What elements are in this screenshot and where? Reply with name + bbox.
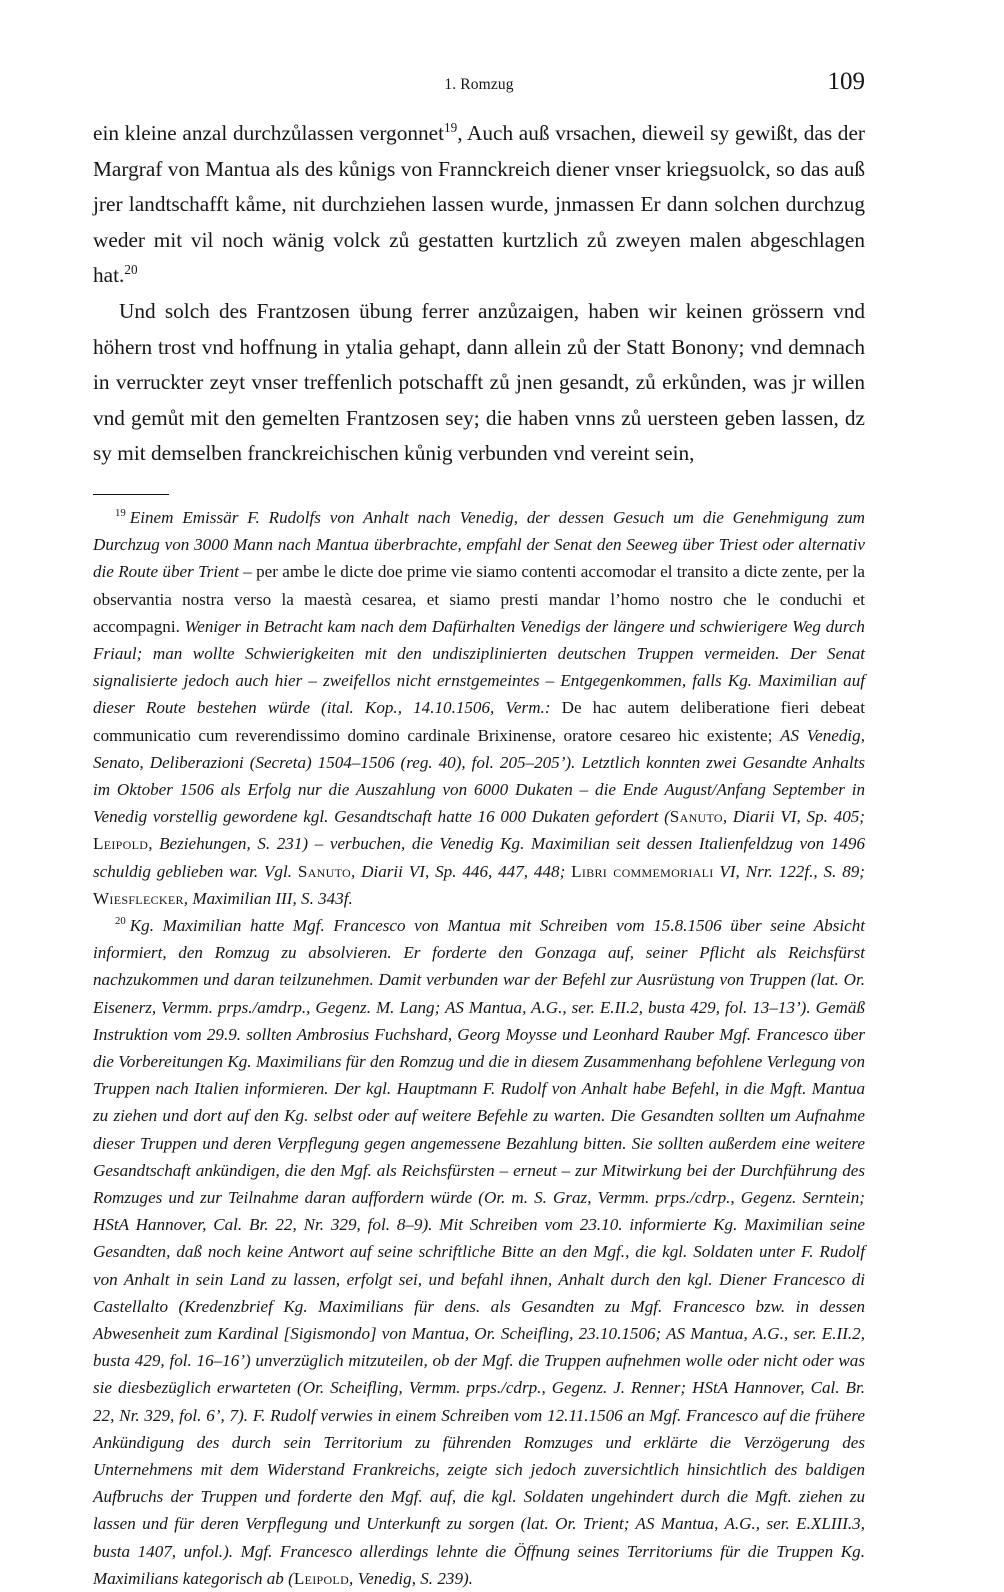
footnote-19-seg-8: , Diarii VI, Sp. 446, 447, 448; [350, 861, 572, 881]
footnote-19-seg-10: , Maximilian III, S. 343f. [183, 888, 353, 908]
footnote-ref-19[interactable]: 19 [444, 119, 458, 135]
footnote-20-seg-2: , Venedig, S. 239). [349, 1568, 473, 1588]
footnote-19 [93, 504, 865, 912]
footnote-separator-rule [93, 494, 169, 495]
footnote-20 [93, 912, 865, 1592]
footnote-19-smallcaps-sanuto-1: Sanuto [669, 807, 723, 827]
body-paragraph-2: Und solch des Frantzosen übung ferrer anzůzaigen, haben wir keinen grössern vnd höhern trost vnd hoffnung in ytalia gehapt, dann allein zů der Statt Bonony; vnd demnach in verruckter zeyt vnser treffenlich potschafft zů jnen gesandt, zů erkůnden, was jr willen vnd gemůt mit den gemelten Frantzosen sey; die haben vnns zů uersteen geben lassen, dz sy mit demselben franckreichischen kůnig verbunden vnd vereint sein, [93, 298, 865, 466]
footnote-19-seg-9: VI, Nrr. 122f., S. 89; [713, 861, 865, 881]
footnote-19-seg-6: , Diarii VI, Sp. 405; [722, 807, 865, 827]
footnote-19-marker: 19 [115, 506, 126, 519]
footnote-ref-20[interactable]: 20 [124, 262, 138, 278]
footnote-19-smallcaps-libri-commemoriali: Libri commemoriali [571, 861, 714, 881]
footnote-19-seg-3: Weniger in Betracht kam nach dem Dafürhalten Venedigs der längere und schwierigere Weg durch Friaul; man wollte Schwierigkeiten mit den undisziplinierten deutschen Truppen vermeiden. Der Senat signalisierte jedoch auch hier – zweifellos nicht ernstgemeintes – Entgegenkommen, falls Kg. Maximilian auf dieser Route bestehen würde (ital. Kop., 14.10.1506, Verm.: [93, 616, 865, 718]
body-paragraph-1 [93, 116, 865, 294]
footnote-20-seg-1: Kg. Maximilian hatte Mgf. Francesco von Mantua mit Schreiben vom 15.8.1506 über seine Absicht informiert, den Romzug zu absolvieren. Er forderte den Gonzaga auf, seiner Pflicht als Reichsfürst nachzukommen und daran teilzunehmen. Damit verbunden war der Befehl zur Ausrüstung von Truppen (lat. Or. Eisenerz, Vermm. prps./amdrp., Gegenz. M. Lang; AS Mantua, A.G., ser. E.II.2, busta 429, fol. 13–13’). Gemäß Instruktion vom 29.9. sollten Ambrosius Fuchshard, Georg Moysse und Leonhard Rauber Mgf. Francesco über die Vorbereitungen Kg. Maximilians für den Romzug und die in diesem Zusammenhang befohlene Verlegung von Truppen nach Italien informieren. Der kgl. Hauptmann F. Rudolf von Anhalt habe Befehl, in die Mgft. Mantua zu ziehen und dort auf den Kg. selbst oder auf weitere Befehle zu warten. Die Gesandten sollten um Aufnahme dieser Truppen und deren Verpflegung gegen angemessene Bezahlung bitten. Sie sollten außerdem eine weitere Gesandtschaft ankündigen, die den Mgf. als Reichsfürsten – erneut – zur Mitwirkung bei der Durchführung des Romzuges und zur Teilnahme daran auffordern würde (Or. m. S. Graz, Vermm. prps./cdrp., Gegenz. Serntein; HStA Hannover, Cal. Br. 22, Nr. 329, fol. 8–9). Mit Schreiben vom 23.10. informierte Kg. Maximilian seine Gesandten, daß noch keine Antwort auf seine schriftliche Bitte an den Mgf., die kgl. Soldaten unter F. Rudolf von Anhalt in sein Land zu lassen, erfolgt sei, und befahl ihnen, Anhalt durch den kgl. Diener Francesco di Castellalto (Kredenzbrief Kg. Maximilians für dens. als Gesandten zu Mgf. Francesco bzw. in dessen Abwesenheit zum Kardinal [Sigismondo] von Mantua, Or. Scheifling, 23.10.1506; AS Mantua, A.G., ser. E.II.2, busta 429, fol. 16–16’) unverzüglich mitzuteilen, ob der Mgf. die Truppen aufnehmen wolle oder nicht oder was sie diesbezüglich erwarteten (Or. Scheifling, Vermm. prps./cdrp., Gegenz. J. Renner; HStA Hannover, Cal. Br. 22, Nr. 329, fol. 6’, 7). F. Rudolf verwies in einem Schreiben vom 12.11.1506 an Mgf. Francesco auf die frühere Ankündigung des durch sein Territorium zu führenden Romzuges und erklärte die Verzögerung des Unternehmens mit dem Widerstand Frankreichs, zeigte sich jedoch zuversichtlich hinsichtlich des baldigen Aufbruchs der Truppen und forderte den Mgf. auf, die kgl. Soldaten ungehindert durch die Mgft. ziehen zu lassen und für deren Verpflegung und Unterkunft zu sorgen (lat. Or. Trient; AS Mantua, A.G., ser. E.XLIII.3, busta 1407, unfol.). Mgf. Francesco allerdings lehnte die Öffnung seines Territoriums für die Truppen Kg. Maximilians kategorisch ab ( [93, 915, 865, 1588]
page-content [93, 0, 866, 1588]
running-head-title: 1. Romzug [444, 76, 514, 93]
footnote-19-seg-5: AS Venedig, Senato, Deliberazioni (Secreta) 1504–1506 (reg. 40), fol. 205–205’). Letztlich konnten zwei Gesandte Anhalts im Oktober 1506 als Erfolg nur die Auszahlung von 6000 Dukaten – die Ende August/Anfang September in Venedig vorstellig gewordene kgl. Gesandtschaft hatte 16 000 Dukaten gefordert ( [93, 725, 865, 827]
paragraph-1-text-a: ein kleine anzal durchzůlassen vergonnet [93, 121, 445, 145]
footnote-20-marker: 20 [115, 914, 126, 927]
page-number: 109 [827, 68, 865, 95]
footnote-19-seg-7: , Beziehungen, S. 231) – verbuchen, die Venedig Kg. Maximilian seit dessen Italienfeldzug von 1496 schuldig geblieben war. Vgl. [93, 834, 865, 881]
footnote-19-seg-1: Einem Emissär F. Rudolfs von Anhalt nach Venedig, der dessen Gesuch um die Genehmigung zum Durchzug von 3000 Mann nach Mantua überbrachte, empfahl der Senat den Seeweg über Triest oder alternativ die Route über Trient [93, 507, 865, 582]
footnote-19-seg-2: – per ambe le dicte doe prime vie siamo contenti accomodar el transito a dicte zente, per la observantia nostra verso la maestà cesarea, et siamo presti mandar l’homo nostro che le conduchi et accompagni. [93, 562, 865, 636]
footnote-19-smallcaps-leipold: Leipold [93, 834, 149, 854]
footnote-19-smallcaps-wiesflecker: Wiesflecker [93, 888, 184, 908]
running-head [93, 68, 865, 110]
footnote-20-smallcaps-leipold: Leipold [293, 1568, 350, 1588]
footnotes-section [93, 494, 865, 1592]
body-text [93, 116, 865, 472]
footnote-19-seg-4: De hac autem deliberatione fieri debeat communicatio cum reverendissimo domino cardinale Brixinense, oratore cesareo hic existente; [93, 698, 866, 745]
paragraph-1-text-b: , Auch auß vrsachen, dieweil sy gewißt, das der Margraf von Mantua als des kůnigs von Frannckreich diener vnser kriegsuolck, so das auß jrer landtschafft kåme, nit durchziehen lassen wurde, jnmassen Er dann solchen durchzug weder mit vil noch wänig volck zů gestatten kurtzlich zů zweyen malen abgeschlagen hat. [93, 121, 866, 288]
footnote-19-smallcaps-sanuto-2: Sanuto [297, 861, 351, 881]
